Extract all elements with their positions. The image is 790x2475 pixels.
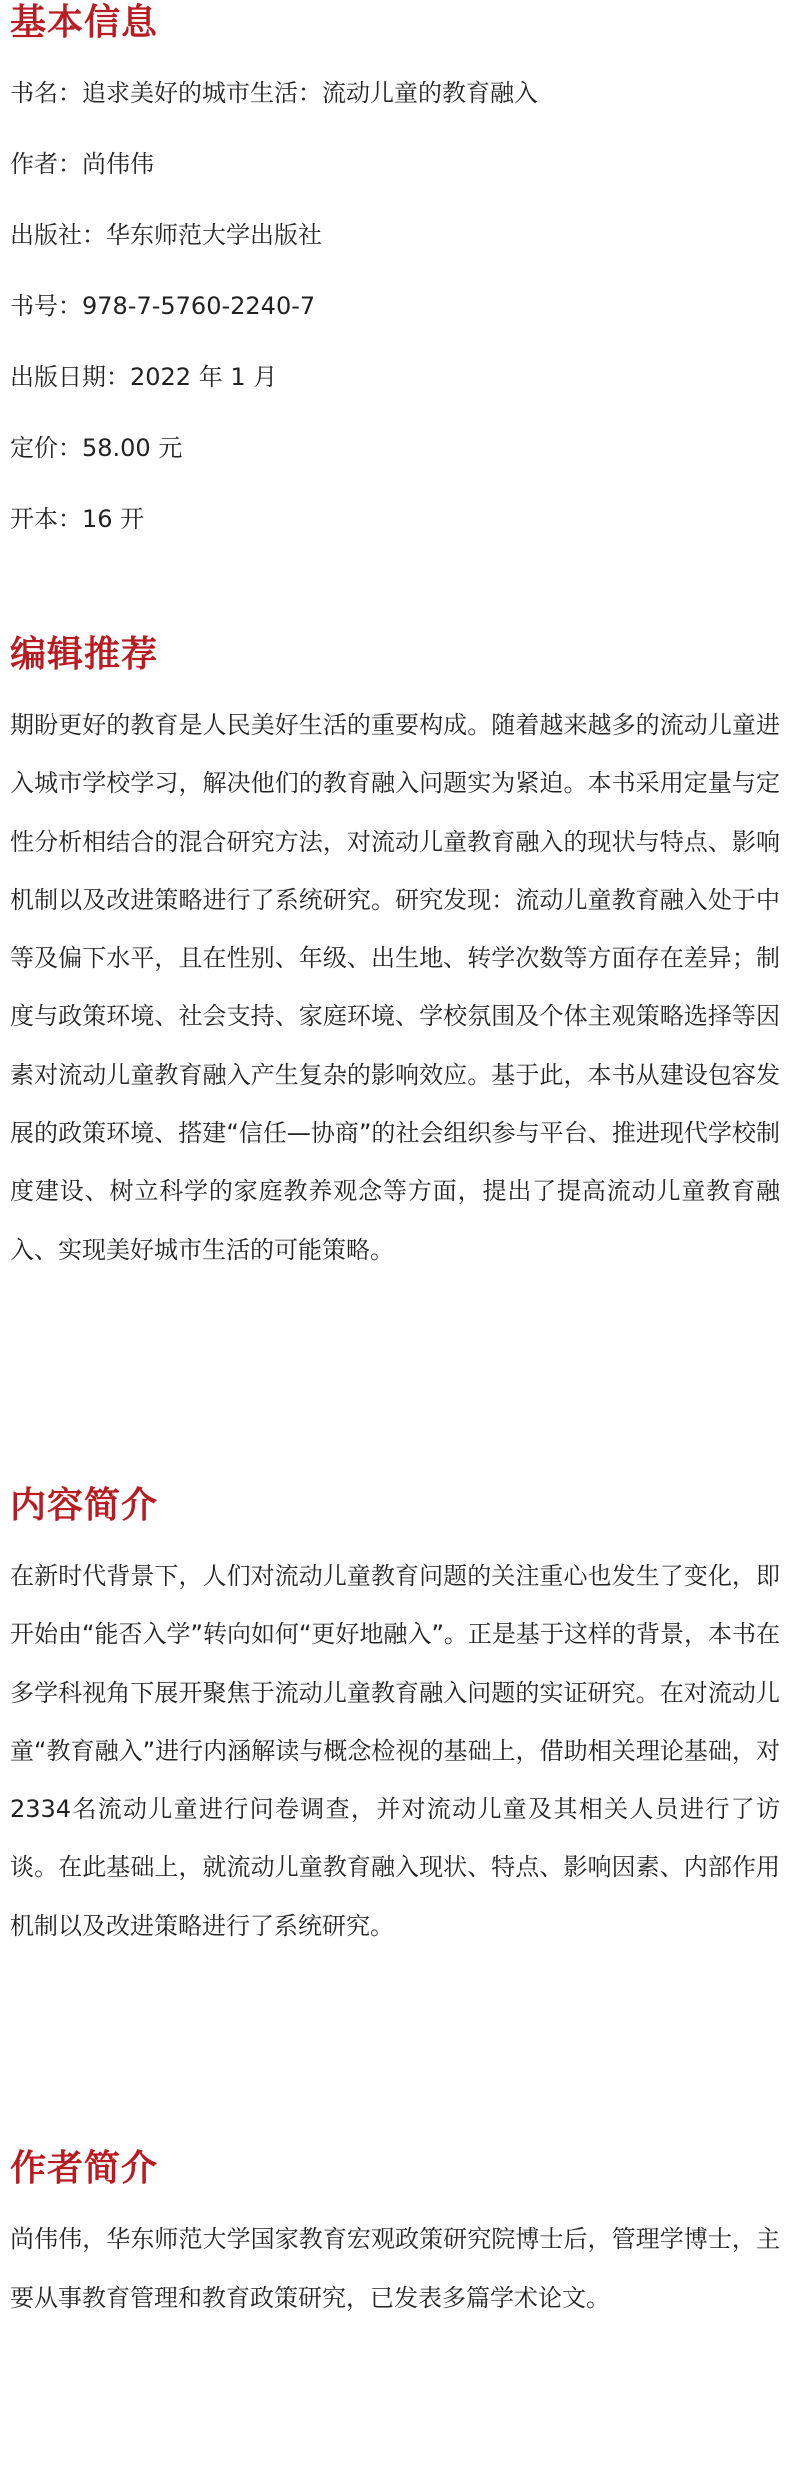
basic-info-heading: 基本信息	[10, 2, 159, 43]
basic-info-list	[10, 58, 780, 555]
info-row-publisher: 出版社：华东师范大学出版社	[10, 221, 322, 249]
info-row-title: 书名：追求美好的城市生活：流动儿童的教育融入	[10, 79, 538, 107]
editor-recommendation-section	[10, 632, 780, 1279]
author-intro-text: 尚伟伟，华东师范大学国家教育宏观政策研究院博士后，管理学博士，主要从事教育管理和教育政策研究，已发表多篇学术论文。	[10, 2225, 780, 2312]
info-row-author: 作者：尚伟伟	[10, 150, 154, 178]
info-row-price: 定价：58.00 元	[10, 434, 183, 462]
content-summary-text: 在新时代背景下，人们对流动儿童教育问题的关注重心也发生了变化，即开始由“能否入学”转向如何“更好地融入”。正是基于这样的背景，本书在多学科视角下展开聚焦于流动儿童教育融入问题的实证研究。在对流动儿童“教育融入”进行内涵解读与概念检视的基础上，借助相关理论基础，对2334名流动儿童进行问卷调查，并对流动儿童及其相关人员进行了访谈。在此基础上，就流动儿童教育融入现状、特点、影响因素、内部作用机制以及改进策略进行了系统研究。	[10, 1562, 780, 1940]
info-row-isbn: 书号：978-7-5760-2240-7	[10, 292, 316, 320]
basic-info-section	[10, 0, 780, 555]
author-intro-heading: 作者简介	[10, 2148, 159, 2189]
content-summary-section	[10, 1483, 780, 1955]
editor-recommendation-text: 期盼更好的教育是人民美好生活的重要构成。随着越来越多的流动儿童进入城市学校学习，解决他们的教育融入问题实为紧迫。本书采用定量与定性分析相结合的混合研究方法，对流动儿童教育融入的现状与特点、影响机制以及改进策略进行了系统研究。研究发现：流动儿童教育融入处于中等及偏下水平，且在性别、年级、出生地、转学次数等方面存在差异；制度与政策环境、社会支持、家庭环境、学校氛围及个体主观策略选择等因素对流动儿童教育融入产生复杂的影响效应。基于此，本书从建设包容发展的政策环境、搭建“信任—协商”的社会组织参与平台、推进现代学校制度建设、树立科学的家庭教养观念等方面，提出了提高流动儿童教育融入、实现美好城市生活的可能策略。	[10, 711, 780, 1264]
info-row-pub-date: 出版日期：2022 年 1 月	[10, 363, 278, 391]
info-row-format: 开本：16 开	[10, 505, 145, 533]
author-intro-section	[10, 2146, 780, 2327]
editor-recommendation-heading: 编辑推荐	[10, 634, 159, 675]
content-summary-heading: 内容简介	[10, 1485, 159, 1526]
